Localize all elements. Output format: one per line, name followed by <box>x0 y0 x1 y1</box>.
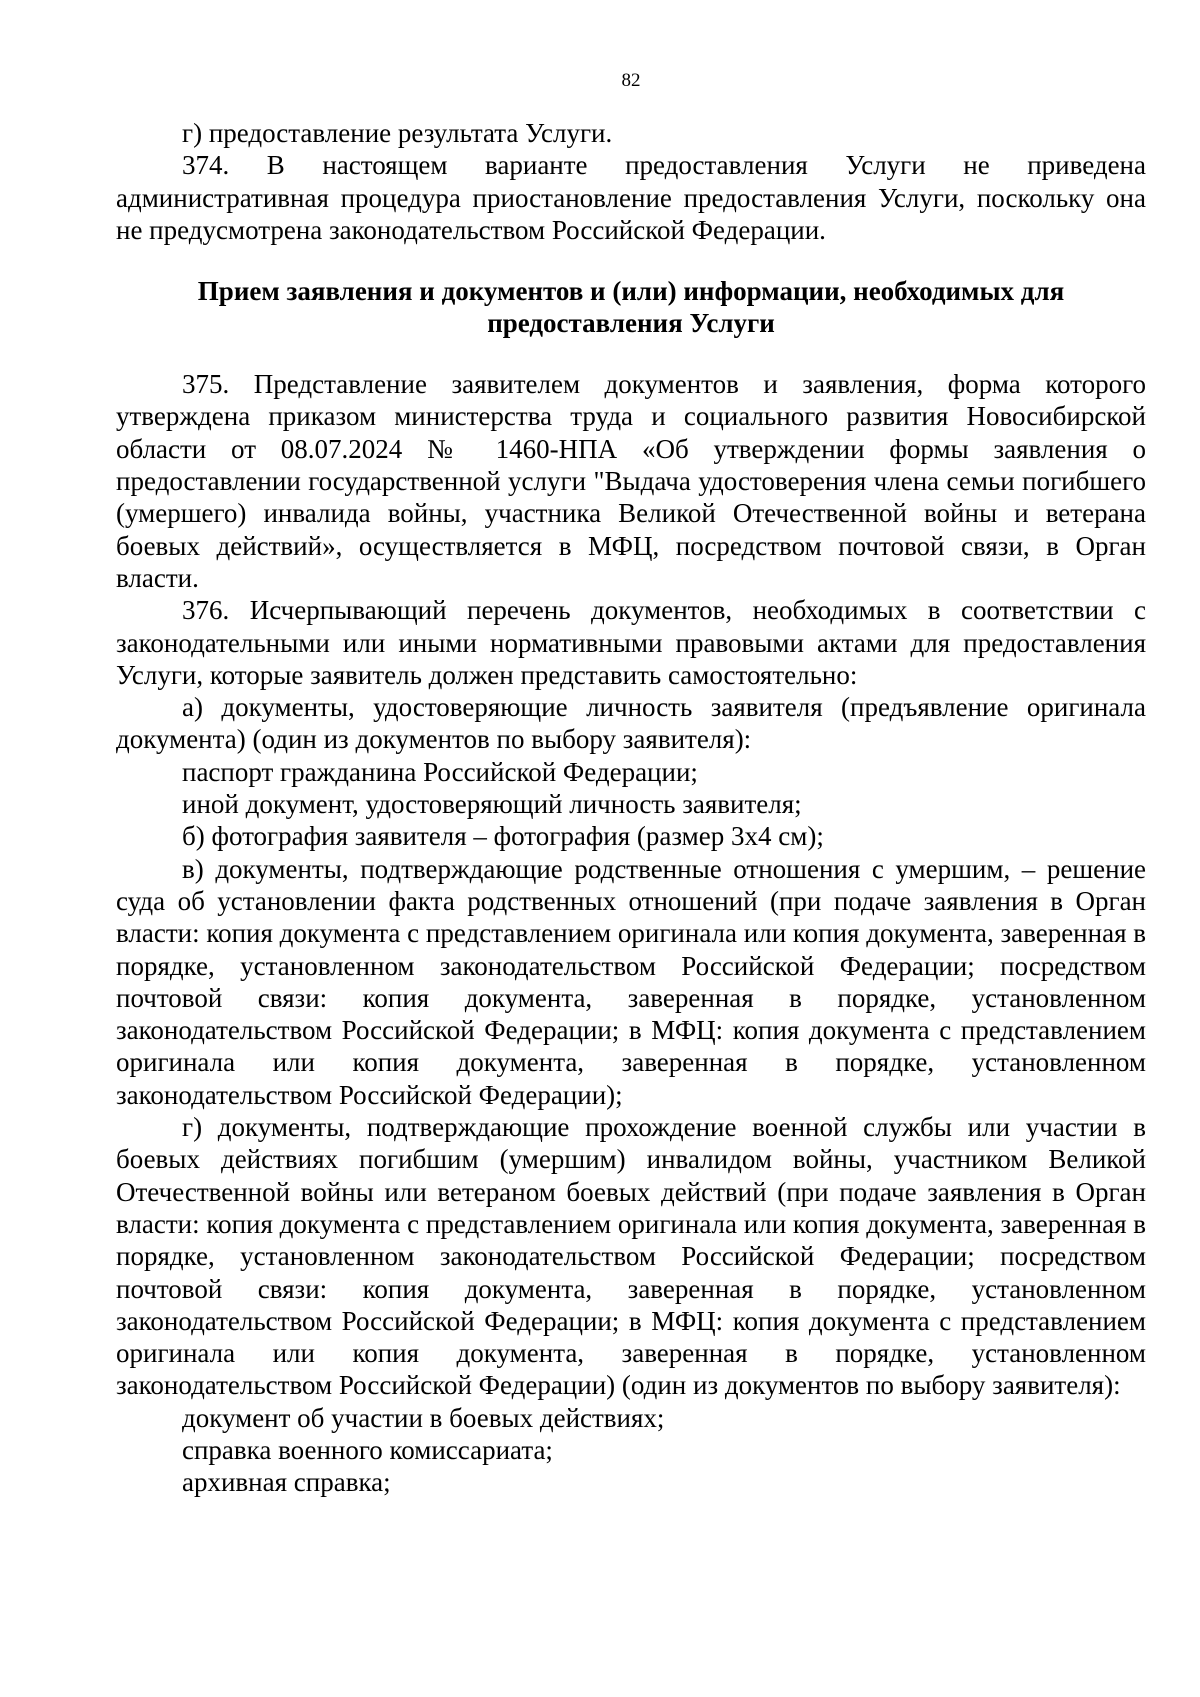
paragraph: документ об участии в боевых действиях; <box>182 1402 665 1433</box>
paragraph: 374. В настоящем варианте предоставления Услуги не приведена административная процедура приостановление предоставления Услуги, поскольку она не предусмотрена законодательством Российской Федерации. <box>116 150 1146 245</box>
paragraph: б) фотография заявителя – фотография (размер 3x4 см); <box>182 821 824 852</box>
paragraph: г) предоставление результата Услуги. <box>182 118 613 148</box>
paragraph: в) документы, подтверждающие родственные отношения с умершим, – решение суда об установлении факта родственных отношений (при подаче заявления в Орган власти: копия документа с представлением оригинала или копия документа, заверенная в порядке, установленном законодательством Российской Федерации; посредством почтовой связи: копия документа, заверенная в порядке, установленном законодательством Российской Федерации; в МФЦ: копия документа с представлением оригинала или копия документа, заверенная в порядке, установленном законодательством Российской Федерации); <box>116 853 1146 1110</box>
paragraph: г) документы, подтверждающие прохождение военной службы или участии в боевых действиях погибшим (умершим) инвалидом войны, участником Великой Отечественной войны или ветераном боевых действий (при подаче заявления в Орган власти: копия документа с представлением оригинала или копия документа, заверенная в порядке, установленном законодательством Российской Федерации; посредством почтовой связи: копия документа, заверенная в порядке, установленном законодательством Российской Федерации; в МФЦ: копия документа с представлением оригинала или копия документа, заверенная в порядке, установленном законодательством Российской Федерации) (один из документов по выбору заявителя): <box>116 1112 1146 1401</box>
paragraph: архивная справка; <box>182 1467 391 1498</box>
document-body <box>116 117 1146 1499</box>
paragraph: 375. Представление заявителем документов и заявления, форма которого утверждена приказом министерства труда и социального развития Новосибирской области от 08.07.2024 № 1460-НПА «Об утверждении формы заявления о предоставлении государственной услуги "Выдача удостоверения члена семьи погибшего (умершего) инвалида войны, участника Великой Отечественной войны и ветерана боевых действий», осуществляется в МФЦ, посредством почтовой связи, в Орган власти. <box>116 369 1146 593</box>
paragraph: справка военного комиссариата; <box>182 1434 553 1465</box>
paragraph: а) документы, удостоверяющие личность заявителя (предъявление оригинала документа) (один из документов по выбору заявителя): <box>116 692 1146 755</box>
page-number: 82 <box>621 70 641 91</box>
paragraph: 376. Исчерпывающий перечень документов, необходимых в соответствии с законодательными или иными нормативными правовыми актами для предоставления Услуги, которые заявитель должен представить самостоятельно: <box>116 595 1146 690</box>
section-heading: Прием заявления и документов и (или) информации, необходимых для предоставления Услуги <box>197 276 1065 339</box>
paragraph: иной документ, удостоверяющий личность заявителя; <box>182 789 802 820</box>
paragraph: паспорт гражданина Российской Федерации; <box>182 756 698 787</box>
